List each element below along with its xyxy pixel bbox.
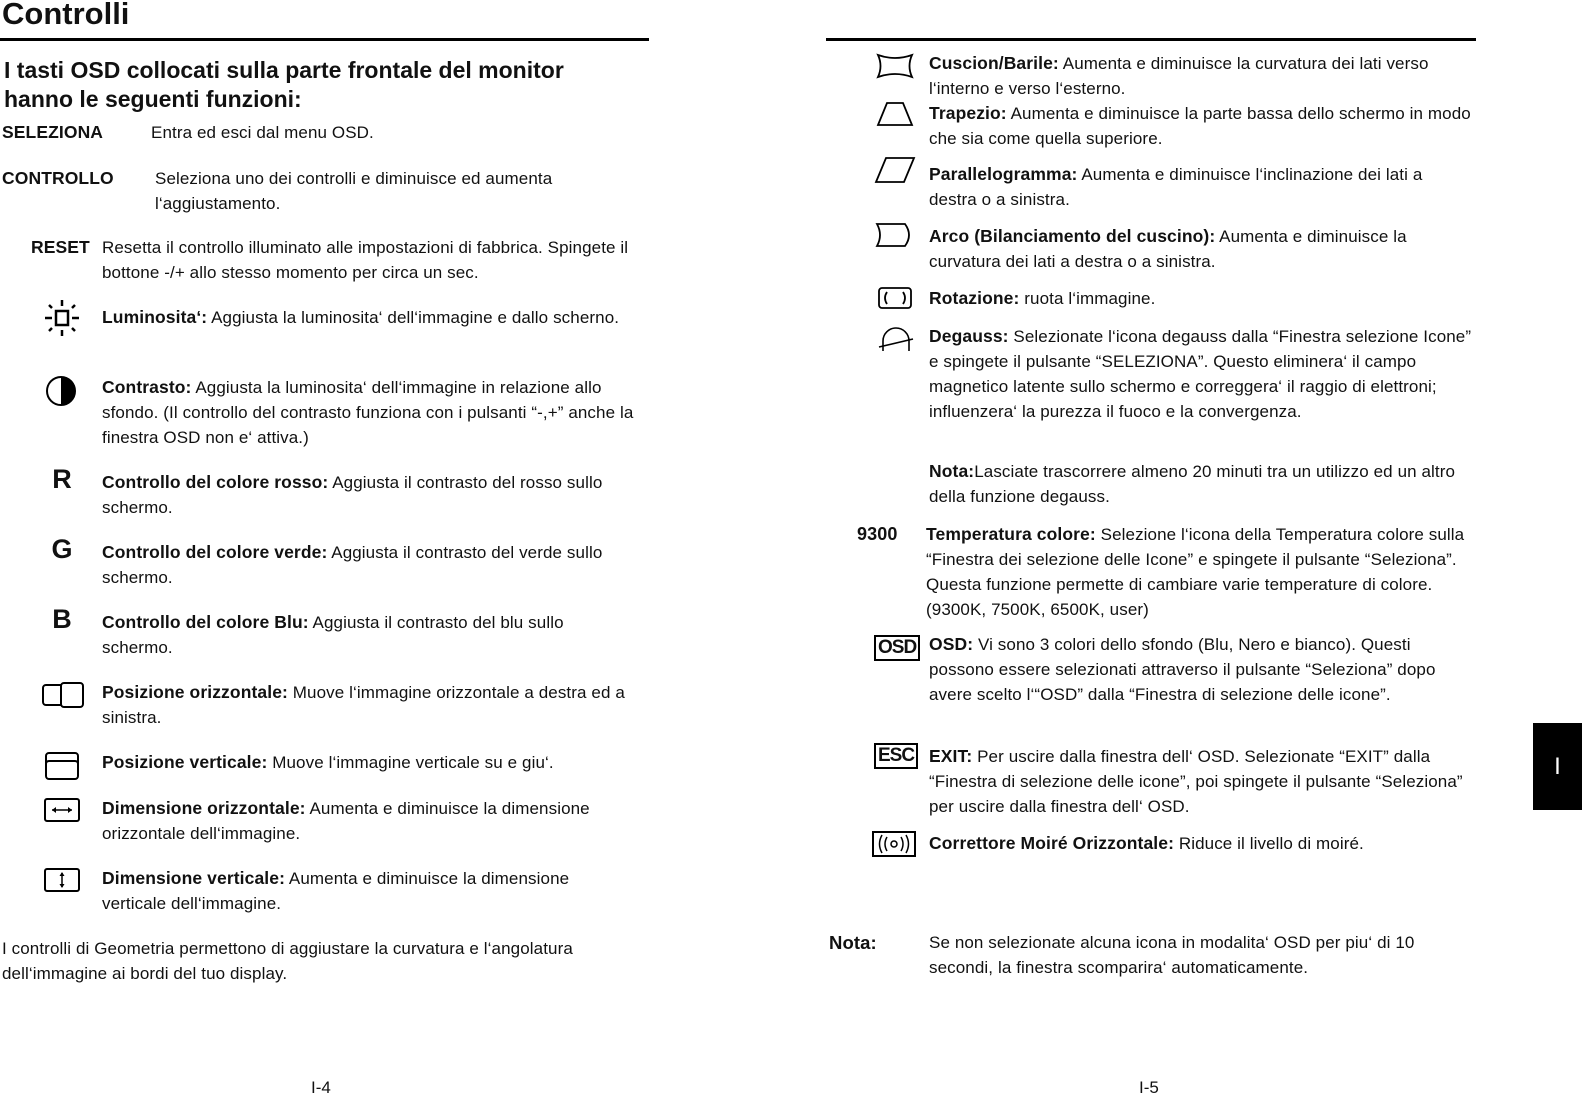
item-text: Aggiusta il contrasto del rosso sullo schermo. [102,473,603,517]
list-item [926,522,1471,622]
item-label: Luminosita‘: [102,307,208,327]
item-label: Cuscion/Barile: [929,53,1059,73]
item-text: Muove l‘immagine verticale su e giu‘. [267,753,554,772]
item-label: OSD: [929,634,974,654]
item-text: Per uscire dalla finestra dell‘ OSD. Selezionate “EXIT” dalla “Finestra di selezione delle icone”, poi spingete il pulsante “Seleziona” per uscire dalla finestra dell‘ OSD. [929,747,1463,816]
list-item [929,831,1474,856]
item-text: Selezione l‘icona della Temperatura colore sulla “Finestra dei selezione delle Icone” e spingete il pulsante “Seleziona”. Questa funzione permette di cambiare varie temperature di colore.(9300K, 7500K, 6500K, user) [926,525,1465,619]
item-text: Aumenta e diminuisce la dimensione verticale dell‘immagine. [102,869,570,913]
section-tab: I [1533,723,1582,810]
page-number-right: I-5 [1139,1078,1159,1097]
brightness-icon [40,298,84,338]
controllo-text: Seleziona uno dei controlli e diminuisce ed aumenta l‘aggiustamento. [155,169,553,213]
item-text: Aumenta e diminuisce la curvatura dei lati a destra o a sinistra. [929,227,1407,271]
section-subheading: I tasti OSD collocati sulla parte frontale del monitor hanno le seguenti funzioni: [4,57,564,112]
list-item [929,162,1474,212]
item-text: Aumenta e diminuisce la parte bassa dello schermo in modo che sia come quella superiore. [929,104,1471,148]
item-label: Trapezio: [929,103,1007,123]
reset-text: Resetta il controllo illuminato alle impostazioni di fabbrica. Spingete il bottone -/+ allo stesso momento per circa un sec. [102,238,629,282]
item-label: EXIT: [929,746,973,766]
item-text: Aumenta e diminuisce la curvatura dei lati verso l‘interno e verso l‘esterno. [929,54,1429,98]
item-text: Muove l‘immagine orizzontale a destra ed a sinistra. [102,683,625,727]
item-label: Parallelogramma: [929,164,1078,184]
contrast-icon [44,374,78,408]
list-item [929,224,1474,274]
item-text: Selezionate l‘icona degauss dalla “Finestra selezione Icone” e spingete il pulsante “SELEZIONA”. Questo eliminera‘ il campo magnetico latente sullo schermo e correggera‘ il raggio di elettroni; influenzera‘ la purezza il fuoco e la convergenza. [929,327,1472,421]
list-item [929,632,1474,707]
list-item [102,680,642,730]
list-item [102,305,642,330]
item-label: Rotazione: [929,288,1020,308]
seleziona-label: SELEZIONA [2,122,104,142]
item-text: Vi sono 3 colori dello sfondo (Blu, Nero e bianco). Questi possono essere selezionati attraverso il pulsante “Seleziona” dopo avere scelto l‘“OSD” dalla “Finestra di selezione delle icone”. [929,635,1436,704]
osd-icon: OSD [874,635,920,661]
item-label: Arco (Bilanciamento del cuscino): [929,226,1216,246]
item-text: Aggiusta la luminosita‘ dell‘immagine in relazione allo sfondo. (Il controllo del contrasto funziona con i pulsanti “-,+” anche la finestra OSD non e‘ attiva.) [102,378,634,447]
controllo-label: CONTROLLO [2,168,114,188]
green-color-icon: G [51,533,73,564]
item-label: Controllo del colore verde: [102,542,328,562]
list-item [929,744,1474,819]
list-item [102,796,622,846]
item-label: Controllo del colore Blu: [102,612,309,632]
degauss-icon [876,324,916,356]
item-text: Aggiusta la luminosita‘ dell‘immagine e dallo scherno. [207,308,620,327]
item-label: Degauss: [929,326,1009,346]
item-text: Riduce il livello di moiré. [1174,834,1364,853]
degauss-note [929,459,1474,509]
trapezoid-icon [875,100,915,128]
note-label: Nota: [929,461,975,481]
list-item [102,866,622,916]
item-text: Aggiusta il contrasto del verde sullo schermo. [102,543,603,587]
list-item [102,540,622,590]
item-label: Posizione orizzontale: [102,682,288,702]
v-size-icon [42,866,82,894]
item-label: Dimensione orizzontale: [102,798,306,818]
pincushion-icon [875,52,915,80]
item-label: Dimensione verticale: [102,868,286,888]
list-item [102,470,622,520]
item-label: Correttore Moiré Orizzontale: [929,833,1175,853]
item-text: Aumenta e diminuisce l‘inclinazione dei lati a destra o a sinistra. [929,165,1423,209]
item-text: Aumenta e diminuisce la dimensione orizzontale dell‘immagine. [102,799,590,843]
note-text: Lasciate trascorrere almeno 20 minuti tra un utilizzo ed un altro della funzione degauss. [929,462,1456,506]
list-item [102,375,642,450]
color-temperature-icon: 9300 [857,524,898,544]
parallelogram-icon [873,155,917,185]
esc-icon: ESC [874,743,918,769]
list-item [929,324,1474,424]
v-position-icon [42,750,82,782]
page-title: Controlli [2,0,130,31]
rotation-icon [876,285,914,311]
seleziona-text: Entra ed esci dal menu OSD. [151,123,374,142]
footnote-text: Se non selezionate alcuna icona in modalita‘ OSD per piu‘ di 10 secondi, la finestra scomparira‘ automaticamente. [929,933,1415,977]
list-item [929,101,1474,151]
blue-color-icon: B [52,603,72,634]
moire-icon [871,830,917,858]
page-number-left: I-4 [311,1078,331,1097]
right-rule [826,38,1476,41]
h-position-icon [40,680,86,710]
footnote-label: Nota: [829,932,877,953]
item-text: ruota l‘immagine. [1019,289,1156,308]
item-label: Controllo del colore rosso: [102,472,329,492]
list-item [929,51,1474,101]
list-item [102,750,642,775]
item-label: Temperatura colore: [926,524,1096,544]
h-size-icon [42,796,82,824]
list-item [102,610,622,660]
geometry-note: I controlli di Geometria permettono di aggiustare la curvatura e l‘angolatura dell‘immagine ai bordi del tuo display. [2,939,573,983]
red-color-icon: R [52,463,72,494]
list-item [929,286,1474,311]
reset-label: RESET [31,237,90,257]
pin-balance-icon [874,221,916,249]
item-text: Aggiusta il contrasto del blu sullo schermo. [102,613,564,657]
item-label: Posizione verticale: [102,752,268,772]
item-label: Contrasto: [102,377,192,397]
title-rule [0,38,649,41]
